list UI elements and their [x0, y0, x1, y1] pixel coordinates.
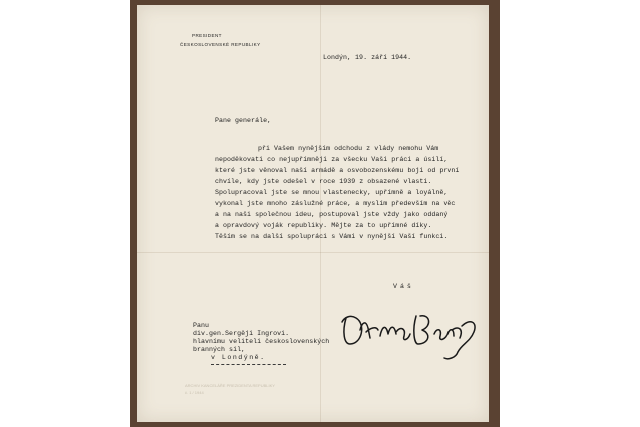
- letterhead-president: PRESIDENT: [192, 33, 222, 38]
- addressee-line: Panu: [193, 322, 210, 329]
- addressee-line: v Londýně.: [211, 354, 266, 361]
- body-line: nepoděkovati co nejupřímněji za všecku Vaši práci a úsilí,: [215, 156, 448, 163]
- body-line: které jste věnoval naší armádě a osvobozenskému boji od první: [215, 167, 460, 174]
- body-line: a na naši společnou ideu, postupoval jste vždy jako oddaný: [215, 211, 448, 218]
- body-line: vykonal jste mnoho záslužné práce, a myslím především na věc: [215, 200, 456, 207]
- body-line: Spolupracoval jste se mnou vlastenecky, upřímně a loyálně,: [215, 189, 448, 196]
- archive-stamp: [185, 382, 275, 396]
- signature: [336, 300, 484, 369]
- addressee-underline: [211, 364, 286, 365]
- archive-stamp-line: ARCHIV KANCELÁŘE PREZIDENTA REPUBLIKY: [185, 383, 275, 388]
- addressee-line: hlavnímu veliteli československých: [193, 338, 330, 345]
- addressee-line: div.gen.Sergěji Ingrovi.: [193, 330, 290, 337]
- paper-fold-horizontal: [137, 252, 489, 253]
- signature-mark: [336, 300, 484, 364]
- salutation: Pane generále,: [215, 117, 272, 124]
- body-line: a opravdový voják republiky. Mějte za to upřímné díky.: [215, 222, 432, 229]
- body-line: při Vašem nynějším odchodu z vlády nemohu Vám: [258, 145, 439, 152]
- body-line: chvíle, kdy jste odešel v roce 1939 z obsazené vlasti.: [215, 178, 432, 185]
- place-date: Londýn, 19. září 1944.: [323, 54, 412, 61]
- closing: Váš: [393, 283, 414, 290]
- archive-stamp-line: č. 1 / 1944: [185, 390, 204, 395]
- body-line: Těším se na další spolupráci s Vámi v nynější Vaší funkci.: [215, 233, 448, 240]
- addressee-line: branných sil,: [193, 346, 246, 353]
- letterhead-republic: ČESKOSLOVENSKÉ REPUBLIKY: [180, 42, 261, 47]
